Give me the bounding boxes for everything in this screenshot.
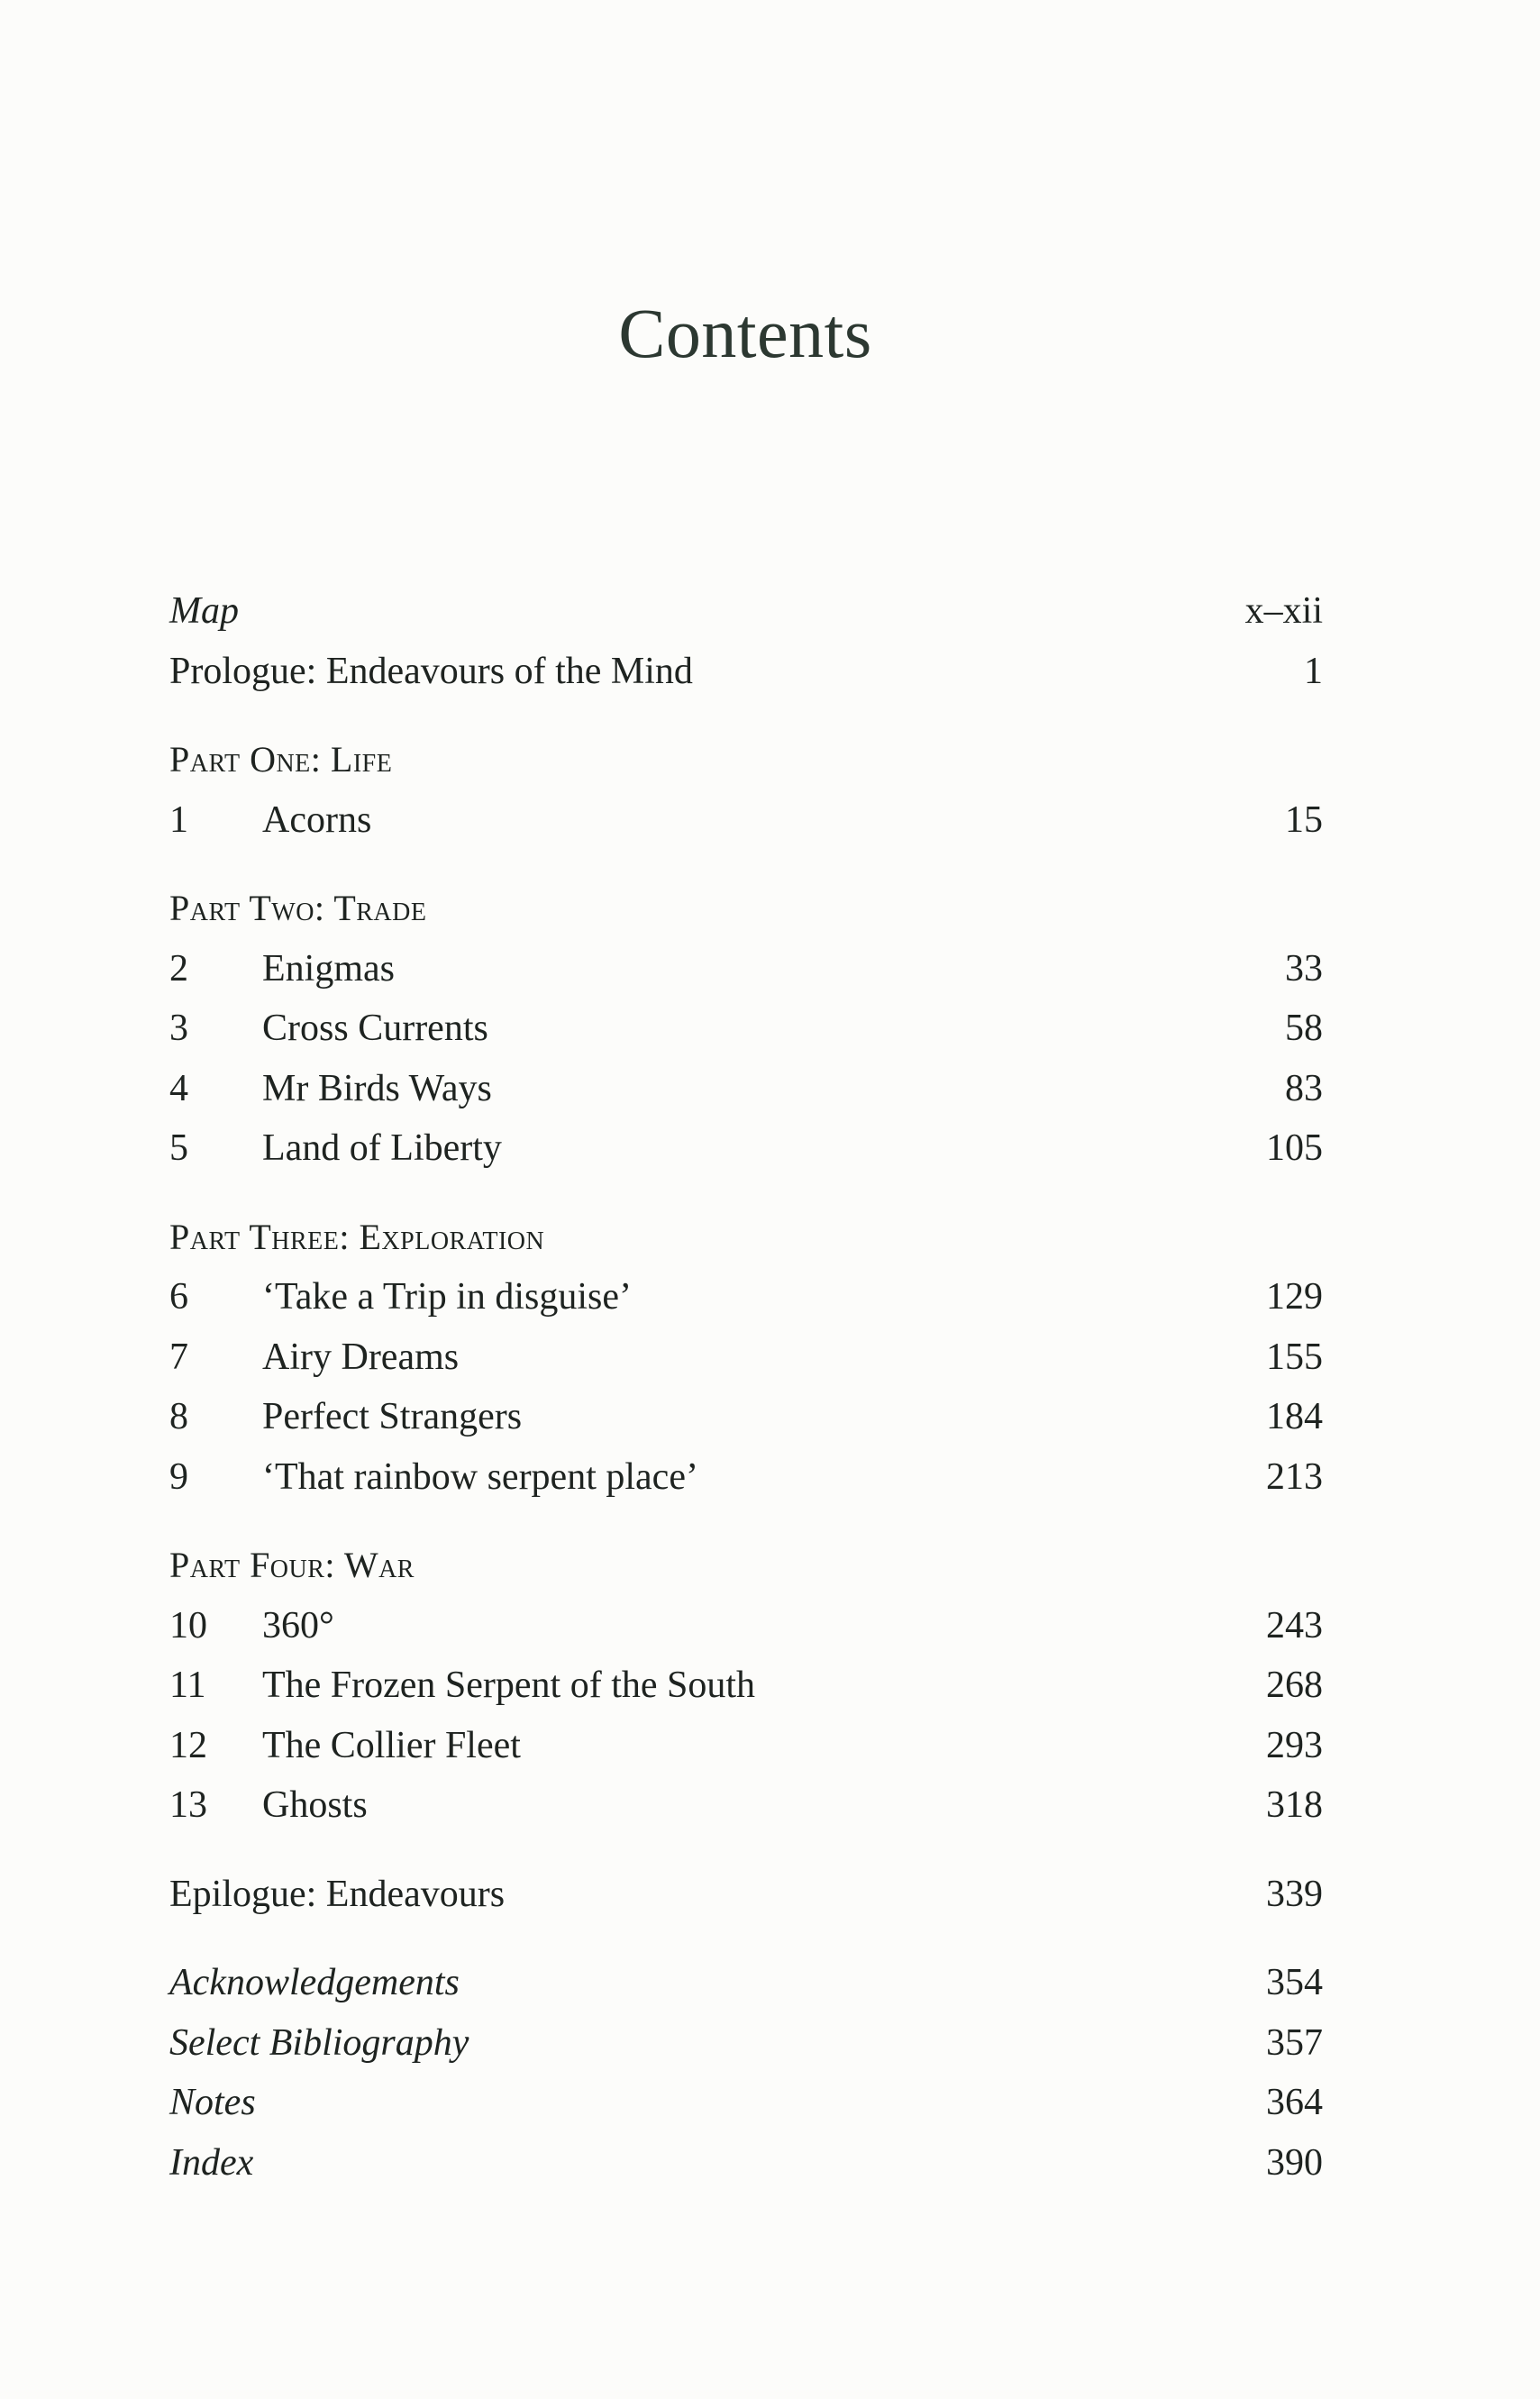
chapter-number: 2 [169,947,188,990]
chapter-title: The Collier Fleet [262,1724,521,1766]
chapter-title: Perfect Strangers [262,1396,523,1437]
chapter-title: Airy Dreams [262,1336,460,1378]
table-of-contents [169,581,1323,2193]
part-heading-one [169,730,1323,790]
chapter-number: 8 [169,1396,188,1437]
chapter-title: 360° [262,1604,334,1646]
chapter-page: 58 [1285,1008,1323,1049]
toc-entry-acknowledgements[interactable] [169,1953,1323,2013]
entry-page: 1 [1304,650,1323,692]
toc-chapter-13[interactable] [169,1775,1323,1836]
chapter-title: Land of Liberty [262,1127,502,1169]
toc-entry-epilogue[interactable] [169,1865,1323,1925]
chapter-number: 12 [169,1724,207,1766]
chapter-number: 6 [169,1276,188,1318]
toc-entry-map[interactable] [169,581,1323,642]
chapter-title: Enigmas [262,947,395,990]
toc-entry-bibliography[interactable] [169,2013,1323,2074]
entry-page: 390 [1266,2141,1323,2184]
chapter-number: 1 [169,798,188,841]
chapter-title: The Frozen Serpent of the South [262,1665,756,1706]
entry-page: 339 [1266,1873,1323,1915]
chapter-page: 83 [1285,1067,1323,1109]
entry-title: Notes [169,2082,256,2123]
entry-title: Epilogue: Endeavours [169,1873,506,1915]
chapter-number: 9 [169,1455,188,1498]
toc-entry-notes[interactable] [169,2073,1323,2133]
part-heading-three [169,1208,1323,1268]
toc-chapter-10[interactable] [169,1596,1323,1656]
toc-chapter-12[interactable] [169,1716,1323,1776]
toc-entry-index[interactable] [169,2133,1323,2194]
chapter-title: Cross Currents [262,1008,488,1049]
part-label: Part One: Life [169,739,393,780]
chapter-number: 13 [169,1784,207,1826]
page-title: Contents [618,294,872,372]
chapter-page: 15 [1285,798,1323,841]
chapter-title: ‘That rainbow serpent place’ [262,1455,698,1498]
chapter-page: 129 [1266,1276,1323,1318]
toc-chapter-8[interactable] [169,1387,1323,1447]
chapter-page: 293 [1266,1724,1323,1766]
entry-title: Map [169,590,239,632]
toc-entry-prologue[interactable] [169,642,1323,702]
toc-chapter-9[interactable] [169,1447,1323,1508]
entry-title: Prologue: Endeavours of the Mind [169,650,693,692]
chapter-title: Ghosts [262,1784,368,1826]
toc-chapter-4[interactable] [169,1059,1323,1119]
part-label: Part Two: Trade [169,888,427,928]
chapter-page: 268 [1266,1665,1323,1706]
chapter-page: 105 [1266,1127,1323,1169]
toc-chapter-2[interactable] [169,939,1323,999]
entry-title: Select Bibliography [169,2021,469,2064]
toc-chapter-11[interactable] [169,1656,1323,1716]
toc-chapter-5[interactable] [169,1118,1323,1179]
chapter-page: 155 [1266,1336,1323,1378]
entry-title: Index [169,2141,254,2184]
chapter-title: ‘Take a Trip in disguise’ [262,1276,633,1318]
entry-page: 357 [1266,2021,1323,2064]
chapter-page: 213 [1266,1455,1323,1498]
part-heading-two [169,879,1323,939]
part-label: Part Three: Exploration [169,1216,545,1257]
chapter-title: Acorns [262,798,372,841]
chapter-number: 5 [169,1127,188,1169]
chapter-number: 11 [169,1665,206,1706]
toc-chapter-3[interactable] [169,999,1323,1059]
toc-chapter-1[interactable] [169,790,1323,851]
chapter-title: Mr Birds Ways [262,1067,492,1109]
chapter-page: 184 [1266,1396,1323,1437]
part-label: Part Four: War [169,1545,415,1585]
toc-chapter-6[interactable] [169,1267,1323,1327]
chapter-number: 7 [169,1336,188,1378]
chapter-number: 3 [169,1008,188,1049]
chapter-number: 10 [169,1604,207,1646]
chapter-page: 243 [1266,1604,1323,1646]
chapter-page: 33 [1285,947,1323,990]
toc-chapter-7[interactable] [169,1327,1323,1388]
part-heading-four [169,1536,1323,1596]
entry-page: 364 [1266,2082,1323,2123]
chapter-number: 4 [169,1067,188,1109]
entry-page: x–xii [1244,590,1323,632]
entry-page: 354 [1266,1962,1323,2003]
entry-title: Acknowledgements [169,1962,460,2003]
chapter-page: 318 [1266,1784,1323,1826]
